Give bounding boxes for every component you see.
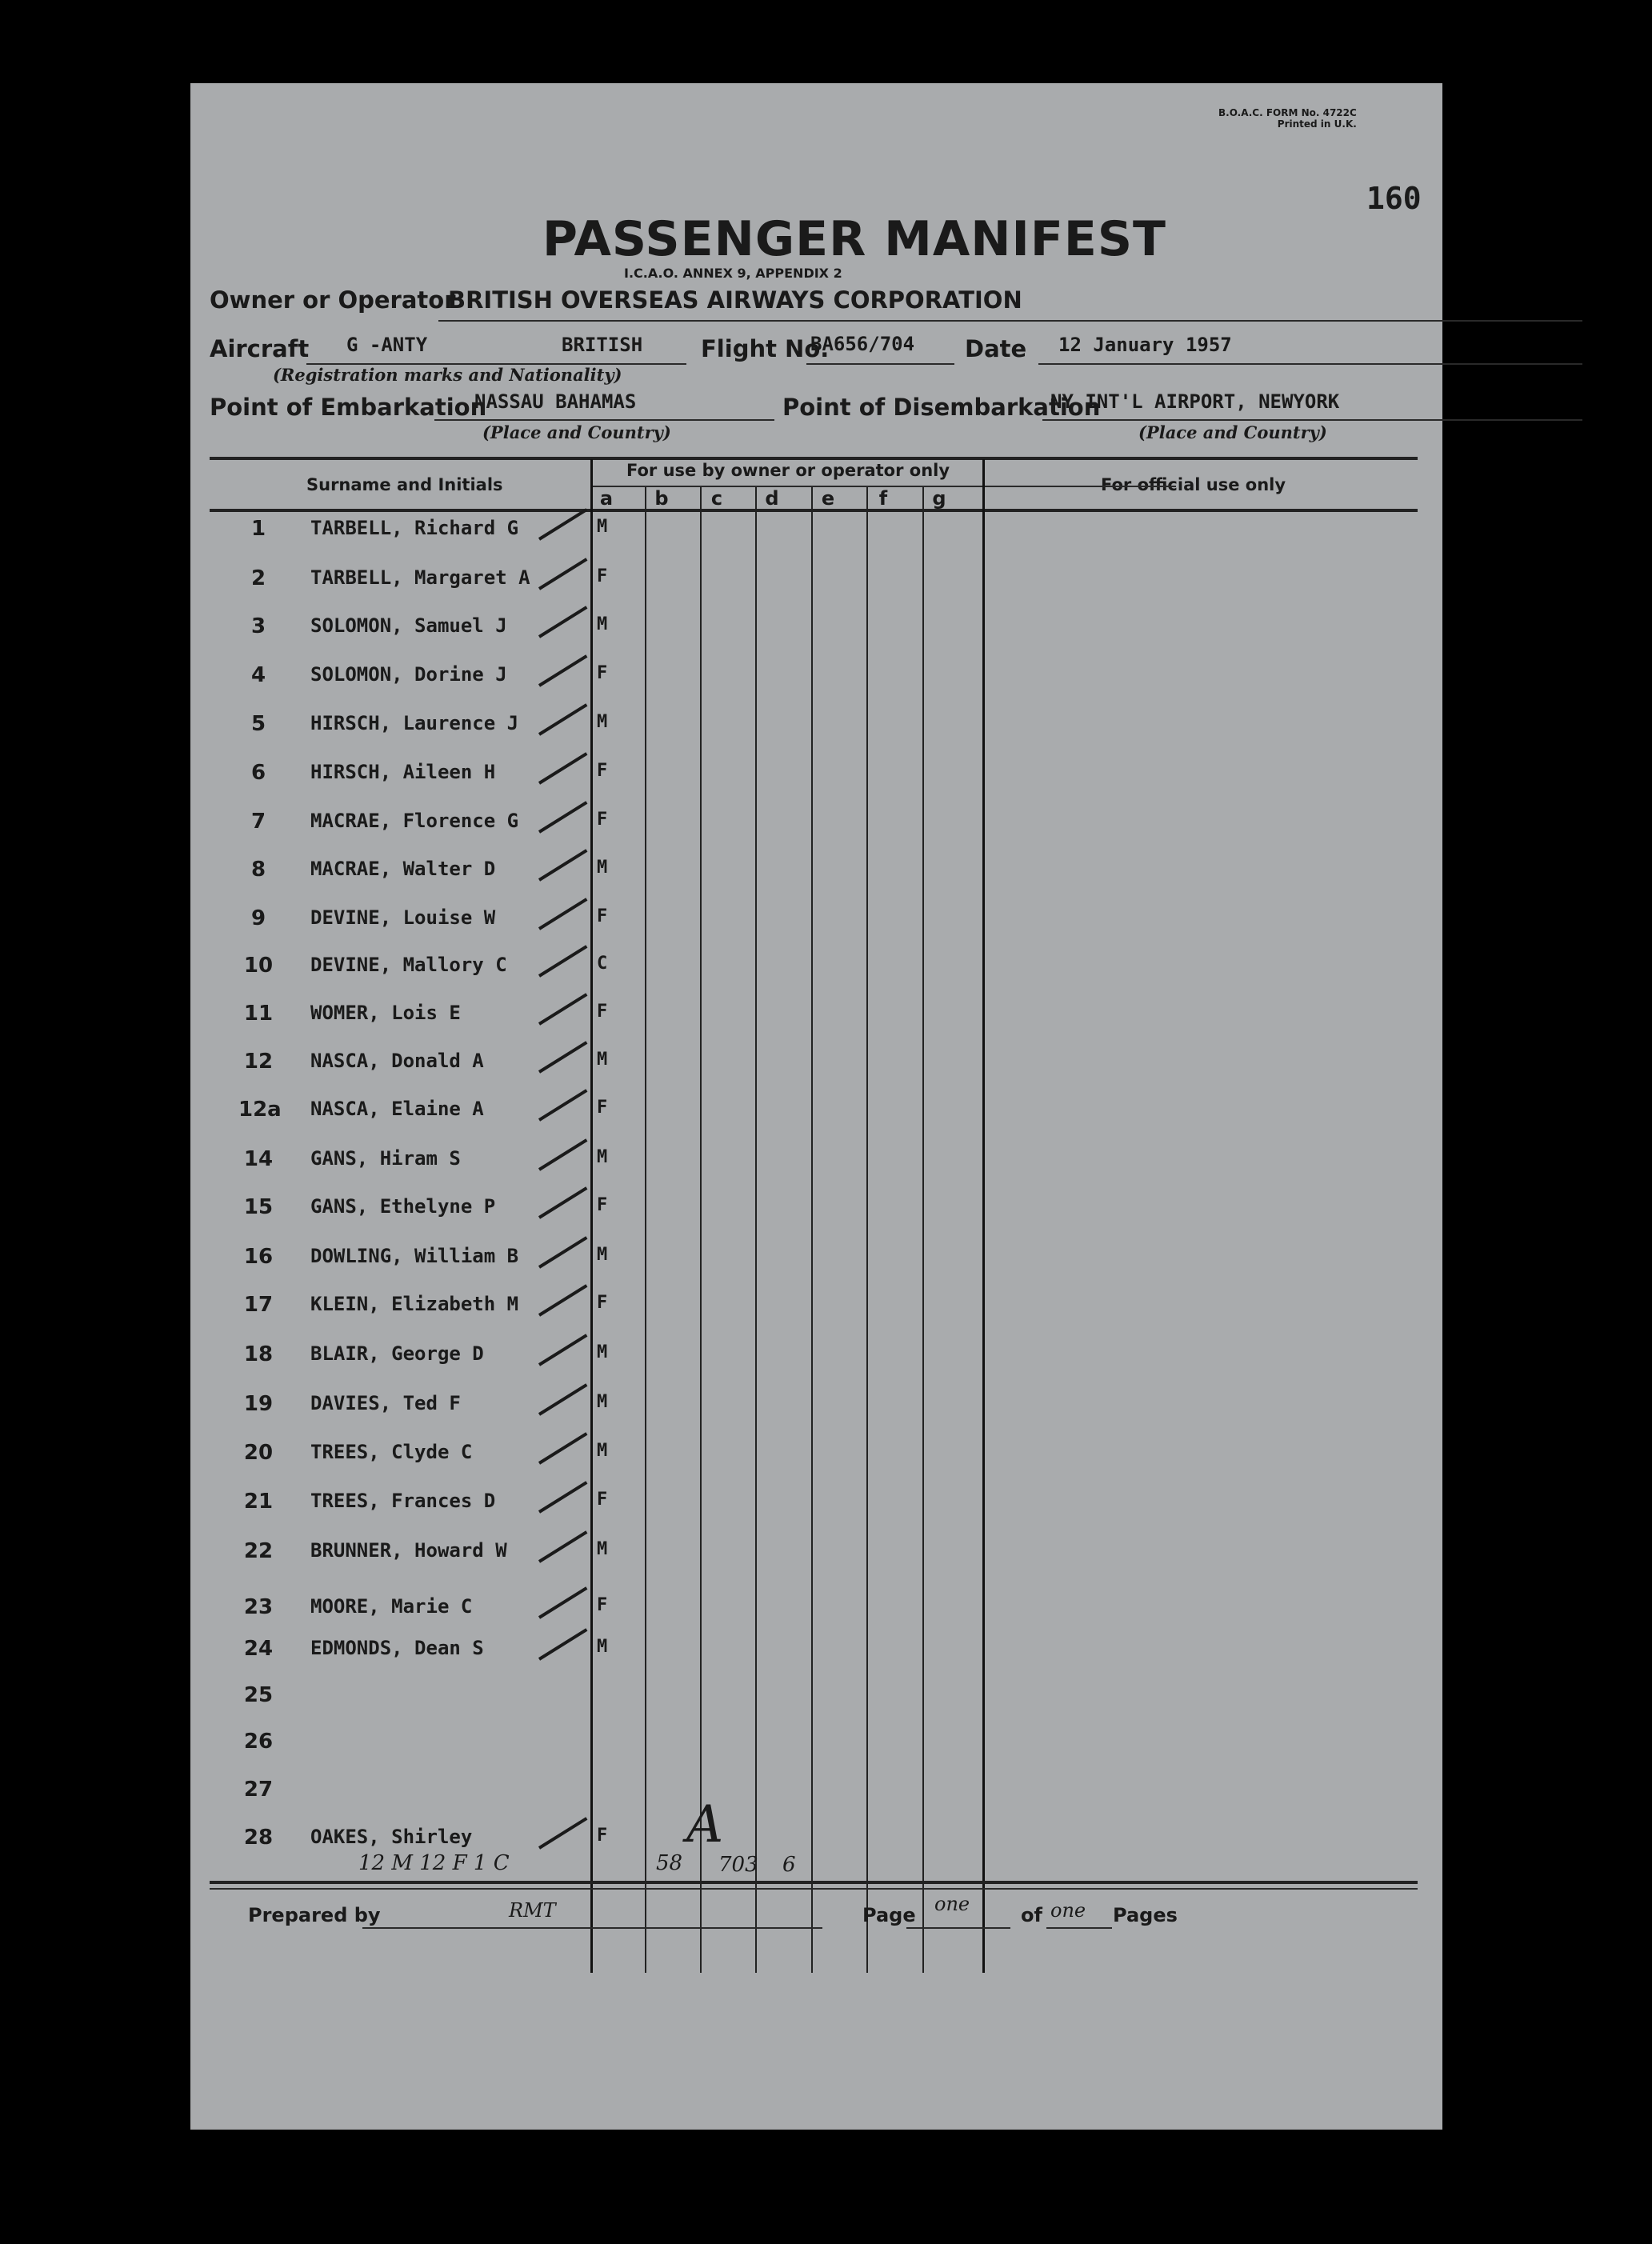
date-value: 12 January 1957 (1058, 334, 1232, 356)
passenger-sex: M (597, 1441, 608, 1461)
passenger-name: TREES, Frances D (310, 1490, 496, 1512)
table-row (190, 1441, 1442, 1489)
table-row (190, 566, 1442, 614)
passenger-sex: M (597, 1392, 608, 1412)
table-row (190, 858, 1442, 906)
table-row (190, 1002, 1442, 1050)
row-number: 15 (243, 1195, 274, 1219)
table-bottom-rule2 (210, 1888, 1418, 1890)
table-row (190, 1490, 1442, 1538)
passenger-sex: M (597, 1245, 608, 1265)
disembark-label: Point of Disembarkation (782, 394, 1101, 421)
flight-label: Flight No. (701, 335, 830, 362)
table-row (190, 712, 1442, 760)
table-row (190, 1595, 1442, 1643)
passenger-name: BLAIR, George D (310, 1342, 484, 1365)
table-row (190, 1730, 1442, 1778)
row-number: 25 (243, 1683, 274, 1707)
disembark-underline (1042, 419, 1582, 421)
table-row (190, 954, 1442, 1002)
manifest-sheet (190, 83, 1442, 2130)
passenger-name: SOLOMON, Samuel J (310, 614, 507, 637)
column-letter: e (821, 487, 835, 510)
handwritten-counts: 12 M 12 F 1 C (358, 1851, 510, 1875)
total-b: 58 (656, 1851, 683, 1875)
row-number: 26 (243, 1730, 274, 1754)
table-row (190, 1392, 1442, 1440)
passenger-sex: M (597, 614, 608, 634)
row-number: 9 (250, 906, 266, 930)
passenger-sex: M (597, 1637, 608, 1657)
table-row (190, 1147, 1442, 1195)
passenger-sex: M (597, 517, 608, 537)
embark-value: NASSAU BAHAMAS (474, 390, 637, 413)
col-owner-header: For use by owner or operator only (626, 461, 950, 480)
column-letter: b (654, 487, 669, 510)
passenger-name: WOMER, Lois E (310, 1002, 461, 1024)
embark-note: (Place and Country) (482, 422, 671, 442)
aircraft-value: G -ANTY (346, 334, 428, 356)
passenger-sex: F (597, 1195, 608, 1215)
table-row (190, 1195, 1442, 1243)
column-letter: a (599, 487, 614, 510)
passenger-sex: F (597, 1826, 608, 1846)
row-number: 14 (243, 1147, 274, 1171)
date-underline (1038, 363, 1582, 365)
row-number: 6 (250, 761, 266, 785)
passenger-name: OAKES, Shirley (310, 1826, 473, 1848)
passenger-name: BRUNNER, Howard W (310, 1539, 507, 1562)
passenger-sex: F (597, 810, 608, 830)
row-number: 5 (250, 712, 266, 736)
check-tick (538, 1586, 587, 1618)
row-number: 23 (243, 1595, 274, 1619)
col-official-header: For official use only (1101, 475, 1286, 494)
passenger-name: HIRSCH, Laurence J (310, 712, 519, 734)
form-code (1218, 107, 1357, 130)
initial-mark: A (686, 1795, 724, 1854)
passenger-sex: F (597, 663, 608, 683)
flight-value: BA656/704 (810, 333, 915, 355)
passenger-name: HIRSCH, Aileen H (310, 761, 496, 783)
check-tick (538, 508, 587, 540)
page-number: 160 (1366, 181, 1422, 216)
row-number: 10 (243, 954, 274, 978)
table-top-rule (210, 457, 1418, 460)
column-letter: g (932, 487, 946, 510)
table-row (190, 517, 1442, 565)
table-row (190, 906, 1442, 954)
column-letter: d (765, 487, 779, 510)
disembark-value: NY INT'L AIRPORT, NEWYORK (1050, 390, 1340, 413)
row-number: 22 (243, 1539, 274, 1563)
passenger-sex: F (597, 1490, 608, 1510)
table-row (190, 1778, 1442, 1826)
table-row (190, 1342, 1442, 1390)
passenger-sex: F (597, 906, 608, 926)
passenger-sex: F (597, 761, 608, 781)
passenger-name: SOLOMON, Dorine J (310, 663, 507, 686)
passenger-name: MACRAE, Florence G (310, 810, 519, 832)
table-row (190, 1050, 1442, 1098)
table-row (190, 1539, 1442, 1587)
aircraft-label: Aircraft (210, 335, 310, 362)
passenger-sex: F (597, 566, 608, 586)
passenger-sex: F (597, 1293, 608, 1313)
disembark-note: (Place and Country) (1138, 422, 1327, 442)
form-code-line2: Printed in U.K. (1277, 118, 1357, 130)
passenger-name: TARBELL, Margaret A (310, 566, 530, 589)
table-row (190, 1245, 1442, 1293)
owner-underline (438, 320, 1582, 322)
table-row (190, 810, 1442, 858)
passenger-name: NASCA, Donald A (310, 1050, 484, 1072)
passenger-name: DOWLING, William B (310, 1245, 519, 1267)
prepared-underline (362, 1927, 822, 1929)
pages-label: Pages (1113, 1904, 1178, 1926)
row-number: 1 (250, 517, 266, 541)
flight-underline (806, 363, 954, 365)
passenger-sex: M (597, 1342, 608, 1362)
col-surname-header: Surname and Initials (306, 475, 503, 494)
passenger-sex: M (597, 1539, 608, 1559)
table-row (190, 1683, 1442, 1731)
table-row (190, 614, 1442, 662)
page-underline (906, 1927, 1010, 1929)
passenger-name: NASCA, Elaine A (310, 1098, 484, 1120)
passenger-name: KLEIN, Elizabeth M (310, 1293, 519, 1315)
row-number: 21 (243, 1490, 274, 1514)
passenger-sex: C (597, 954, 608, 974)
row-number: 28 (243, 1826, 274, 1850)
table-row (190, 663, 1442, 711)
row-number: 18 (243, 1342, 274, 1366)
row-number: 8 (250, 858, 266, 882)
row-number: 24 (243, 1637, 274, 1661)
total-c: 703 (718, 1853, 758, 1877)
passenger-sex: M (597, 858, 608, 878)
owner-label: Owner or Operator (210, 286, 456, 314)
row-number: 11 (243, 1002, 274, 1026)
table-row (190, 1637, 1442, 1685)
table-bottom-rule (210, 1881, 1418, 1884)
row-number: 2 (250, 566, 266, 590)
date-label: Date (965, 335, 1027, 362)
row-number: 20 (243, 1441, 274, 1465)
of-underline (1046, 1927, 1112, 1929)
passenger-sex: F (597, 1098, 608, 1118)
subtitle: I.C.A.O. ANNEX 9, APPENDIX 2 (624, 266, 842, 281)
row-number: 12 (243, 1050, 274, 1074)
passenger-sex: F (597, 1002, 608, 1022)
passenger-name: MACRAE, Walter D (310, 858, 496, 880)
passenger-sex: M (597, 1050, 608, 1070)
prepared-value: RMT (509, 1899, 556, 1922)
row-number: 12a (238, 1098, 282, 1122)
passenger-name: TARBELL, Richard G (310, 517, 519, 539)
passenger-name: MOORE, Marie C (310, 1595, 473, 1618)
table-header-rule (210, 509, 1418, 512)
row-number: 4 (250, 663, 266, 687)
embark-label: Point of Embarkation (210, 394, 487, 421)
table-row (190, 1098, 1442, 1146)
total-d: 6 (782, 1853, 796, 1877)
row-number: 7 (250, 810, 266, 834)
column-letter: c (710, 487, 723, 510)
owner-value: BRITISH OVERSEAS AIRWAYS CORPORATION (448, 286, 1022, 314)
passenger-name: GANS, Ethelyne P (310, 1195, 496, 1218)
row-number: 27 (243, 1778, 274, 1802)
page-value: one (934, 1893, 970, 1915)
passenger-name: DAVIES, Ted F (310, 1392, 461, 1414)
row-number: 3 (250, 614, 266, 638)
passenger-name: DEVINE, Louise W (310, 906, 496, 929)
prepared-label: Prepared by (248, 1904, 381, 1926)
row-number: 19 (243, 1392, 274, 1416)
table-row (190, 1293, 1442, 1341)
passenger-name: DEVINE, Mallory C (310, 954, 507, 976)
passenger-sex: M (597, 1147, 608, 1167)
of-value: one (1050, 1899, 1086, 1922)
table-row (190, 761, 1442, 809)
passenger-name: EDMONDS, Dean S (310, 1637, 484, 1659)
column-letter: f (878, 487, 888, 510)
passenger-name: TREES, Clyde C (310, 1441, 473, 1463)
passenger-name: GANS, Hiram S (310, 1147, 461, 1170)
row-number: 17 (243, 1293, 274, 1317)
form-code-line1: B.O.A.C. FORM No. 4722C (1218, 107, 1357, 118)
passenger-sex: M (597, 712, 608, 732)
embark-underline (434, 419, 774, 421)
aircraft-note: (Registration marks and Nationality) (273, 365, 622, 385)
page-label: Page (862, 1904, 916, 1926)
page-title: PASSENGER MANIFEST (542, 211, 1166, 267)
of-label: of (1021, 1904, 1042, 1926)
passenger-sex: F (597, 1595, 608, 1615)
nationality-value: BRITISH (562, 334, 643, 356)
row-number: 16 (243, 1245, 274, 1269)
